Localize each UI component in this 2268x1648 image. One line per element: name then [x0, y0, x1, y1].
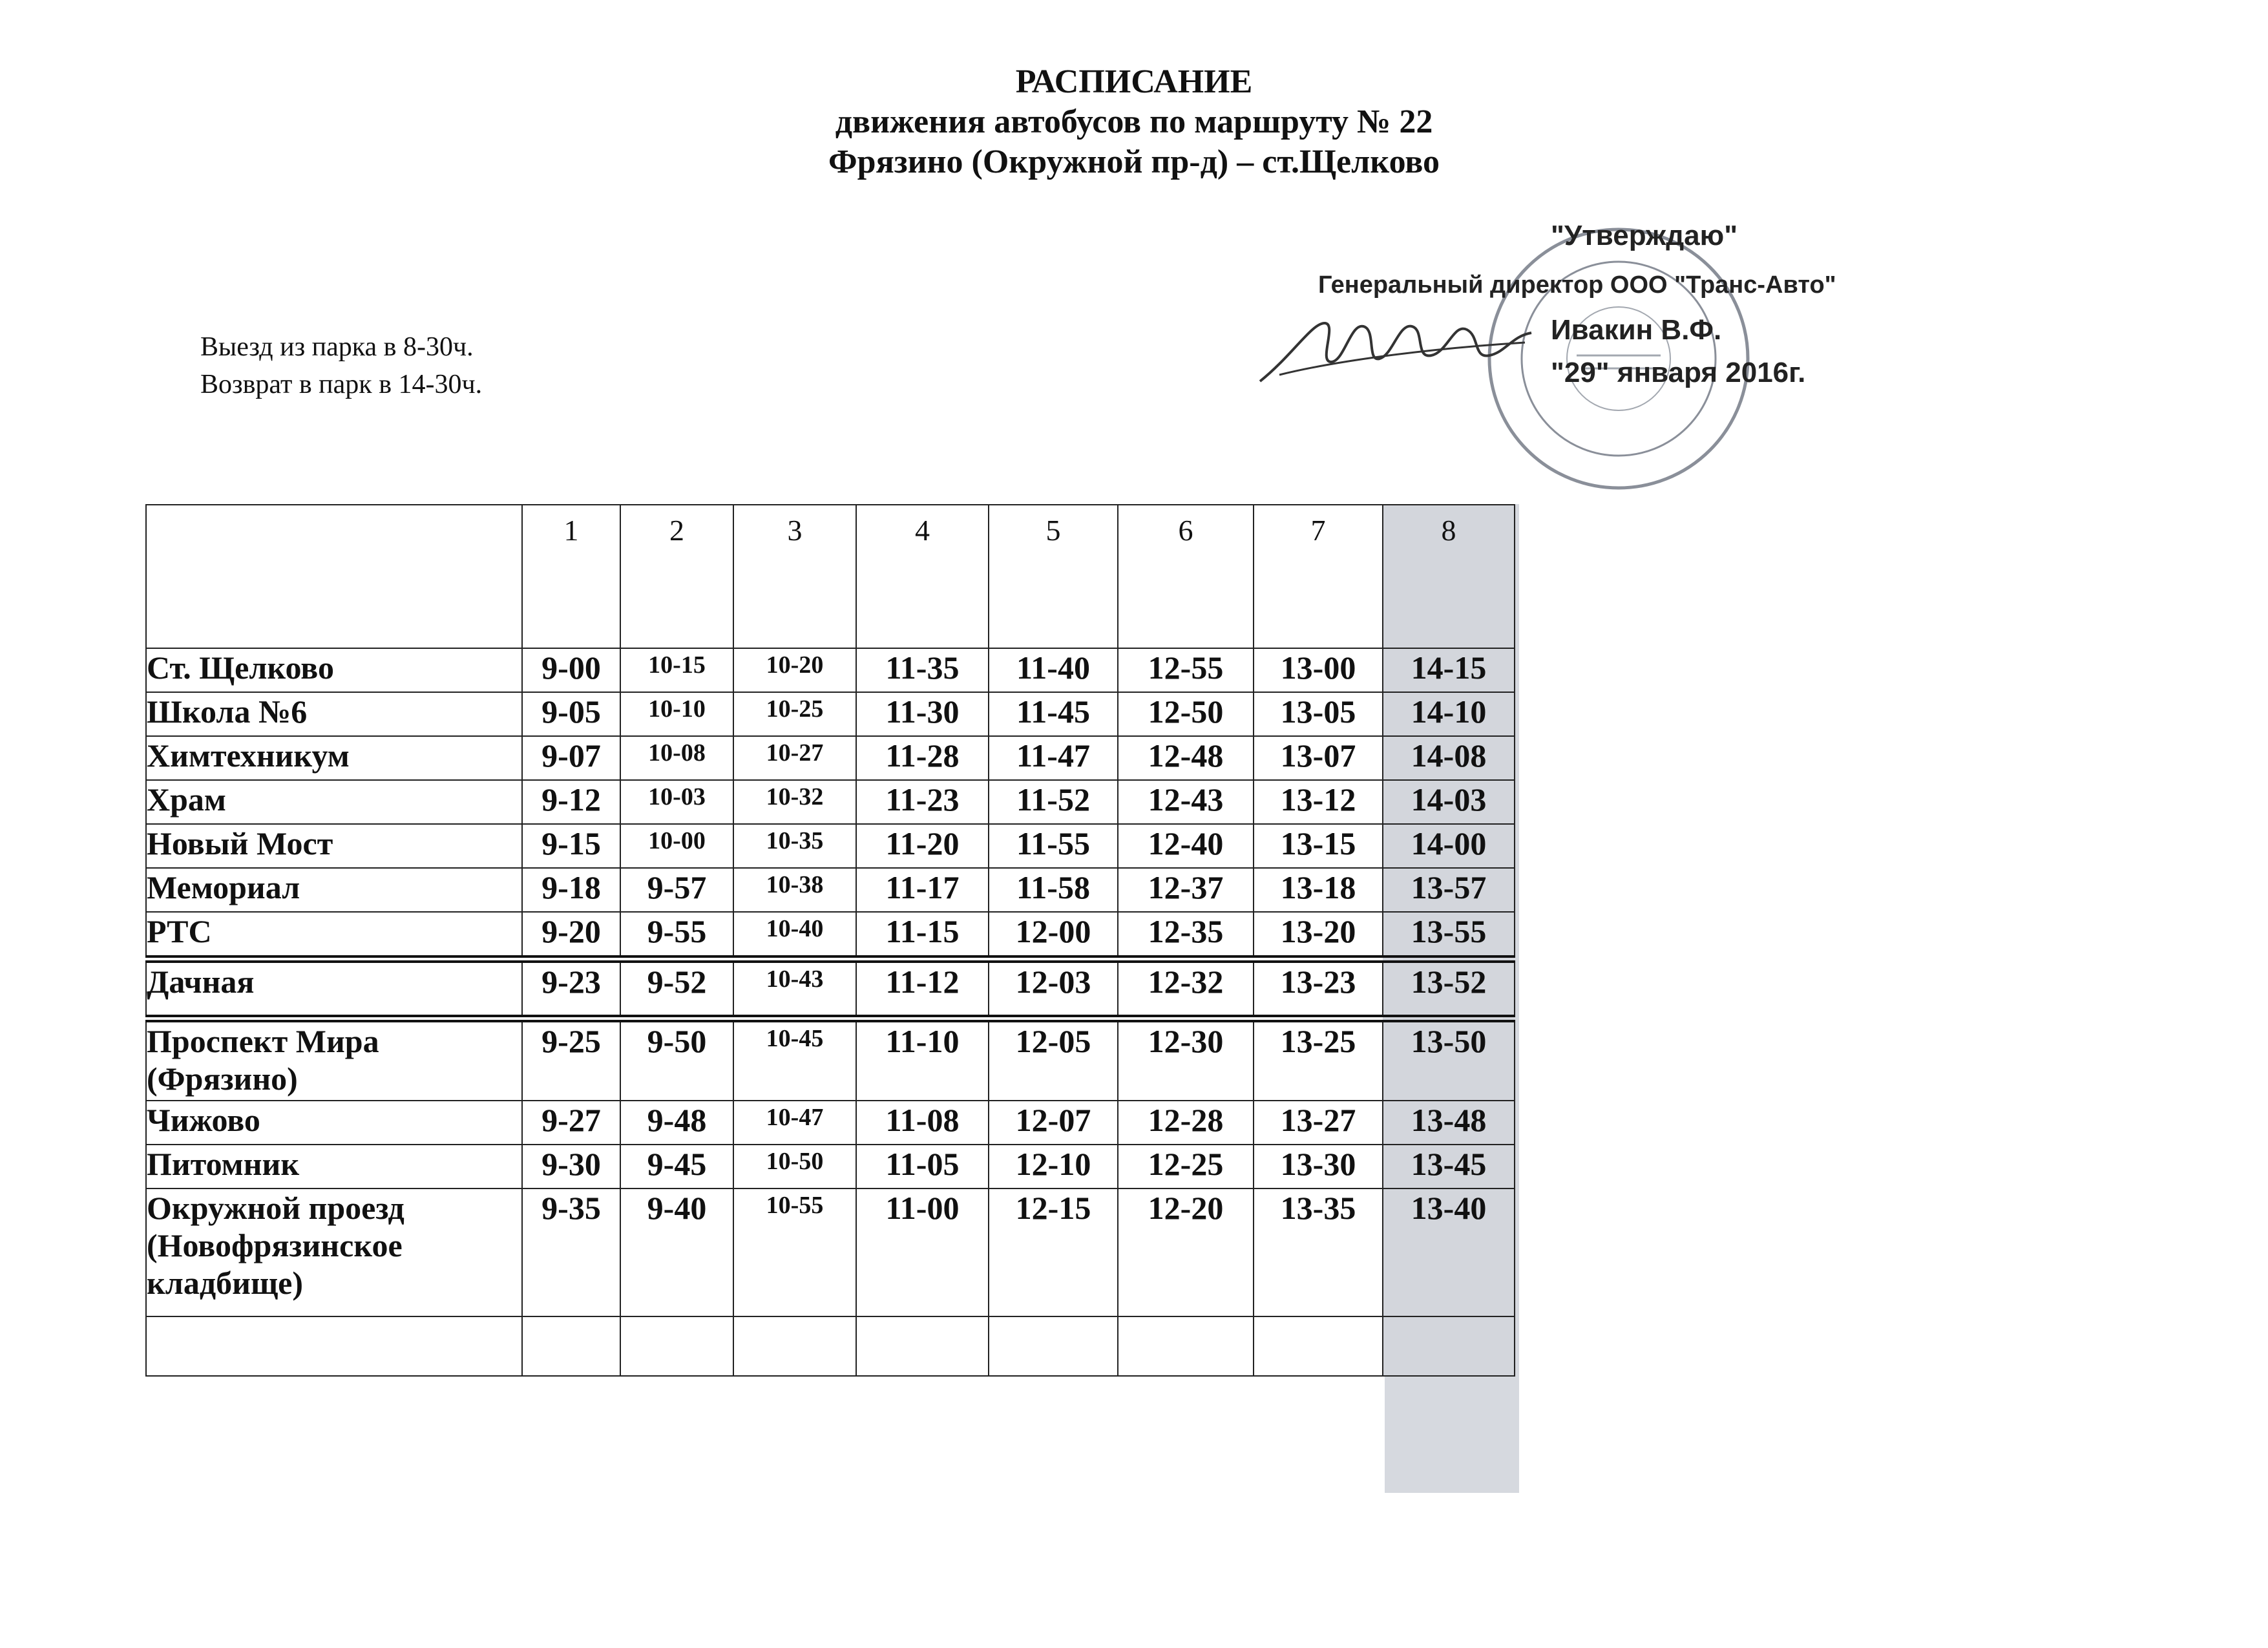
departure-time: 12-28: [1118, 1101, 1254, 1145]
departure-time: 9-07: [522, 736, 620, 780]
departure-time: 13-00: [1254, 648, 1383, 692]
departure-time: 13-18: [1254, 868, 1383, 912]
stop-name: Питомник: [146, 1145, 522, 1188]
table-row: [146, 780, 1515, 824]
departure-time: 13-23: [1254, 959, 1383, 1019]
table-row: [146, 1145, 1515, 1188]
departure-time: 11-10: [856, 1019, 989, 1101]
departure-time: 9-52: [620, 959, 733, 1019]
empty-cell: [733, 1316, 856, 1376]
document-title: РАСПИСАНИЕ: [1015, 63, 1253, 100]
table-row: [146, 1019, 1515, 1101]
departure-time: 12-37: [1118, 868, 1254, 912]
departure-time: 9-45: [620, 1145, 733, 1188]
stop-name: Химтехникум: [146, 736, 522, 780]
departure-time: 11-08: [856, 1101, 989, 1145]
departure-time: 9-50: [620, 1019, 733, 1101]
departure-time: 9-40: [620, 1188, 733, 1316]
table-row: [146, 868, 1515, 912]
departure-time: 13-35: [1254, 1188, 1383, 1316]
departure-time: 14-10: [1383, 692, 1515, 736]
table-row: [146, 692, 1515, 736]
trip-column-header: 1: [522, 505, 620, 648]
departure-time: 11-12: [856, 959, 989, 1019]
table-body: [146, 648, 1515, 1376]
empty-cell: [1118, 1316, 1254, 1376]
departure-time: 13-12: [1254, 780, 1383, 824]
return-note: Возврат в парк в 14-30ч.: [200, 370, 483, 399]
departure-time: 10-03: [620, 780, 733, 824]
departure-time: 13-50: [1383, 1019, 1515, 1101]
departure-time: 11-40: [989, 648, 1118, 692]
departure-time: 12-40: [1118, 824, 1254, 868]
departure-time: 11-15: [856, 912, 989, 959]
departure-time: 9-00: [522, 648, 620, 692]
departure-time: 11-23: [856, 780, 989, 824]
empty-cell: [522, 1316, 620, 1376]
departure-time: 12-25: [1118, 1145, 1254, 1188]
stop-name: Чижово: [146, 1101, 522, 1145]
departure-time: 12-43: [1118, 780, 1254, 824]
departure-time: 14-00: [1383, 824, 1515, 868]
director-name: Ивакин В.Ф.: [1551, 314, 1722, 346]
departure-time: 10-10: [620, 692, 733, 736]
departure-time: 10-00: [620, 824, 733, 868]
trip-column-header: 2: [620, 505, 733, 648]
table-row: [146, 1188, 1515, 1316]
trip-column-header: 4: [856, 505, 989, 648]
stop-name: Мемориал: [146, 868, 522, 912]
stop-column-header: [146, 505, 522, 648]
departure-time: 14-03: [1383, 780, 1515, 824]
departure-time: 10-25: [733, 692, 856, 736]
stop-name: Дачная: [146, 959, 522, 1019]
departure-time: 12-07: [989, 1101, 1118, 1145]
table-row: [146, 912, 1515, 959]
document-header: [0, 62, 2268, 182]
stop-name: Окружной проезд (Новофрязинское кладбище): [146, 1188, 522, 1316]
departure-time: 10-43: [733, 959, 856, 1019]
departure-time: 9-57: [620, 868, 733, 912]
departure-time: 13-48: [1383, 1101, 1515, 1145]
table-row: [146, 1101, 1515, 1145]
departure-time: 11-30: [856, 692, 989, 736]
departure-time: 11-05: [856, 1145, 989, 1188]
departure-time: 10-47: [733, 1101, 856, 1145]
empty-cell: [856, 1316, 989, 1376]
departure-time: 9-05: [522, 692, 620, 736]
departure-time: 9-18: [522, 868, 620, 912]
approval-date: "29" января 2016г.: [1551, 357, 1806, 388]
departure-time: 10-08: [620, 736, 733, 780]
departure-time: 9-55: [620, 912, 733, 959]
departure-time: 9-25: [522, 1019, 620, 1101]
departure-time: 12-00: [989, 912, 1118, 959]
departure-time: 13-20: [1254, 912, 1383, 959]
departure-time: 11-17: [856, 868, 989, 912]
departure-time: 12-05: [989, 1019, 1118, 1101]
departure-time: 12-32: [1118, 959, 1254, 1019]
departure-time: 12-50: [1118, 692, 1254, 736]
departure-time: 13-15: [1254, 824, 1383, 868]
empty-cell: [1254, 1316, 1383, 1376]
departure-time: 10-20: [733, 648, 856, 692]
table-row: [146, 648, 1515, 692]
departure-time: 13-40: [1383, 1188, 1515, 1316]
departure-time: 13-07: [1254, 736, 1383, 780]
departure-time: 13-25: [1254, 1019, 1383, 1101]
departure-time: 10-38: [733, 868, 856, 912]
departure-time: 10-45: [733, 1019, 856, 1101]
departure-time: 10-35: [733, 824, 856, 868]
stop-name: Школа №6: [146, 692, 522, 736]
departure-time: 9-30: [522, 1145, 620, 1188]
departure-time: 14-15: [1383, 648, 1515, 692]
table-row: [146, 959, 1515, 1019]
departure-time: 12-35: [1118, 912, 1254, 959]
departure-time: 11-47: [989, 736, 1118, 780]
empty-cell: [620, 1316, 733, 1376]
departure-time: 14-08: [1383, 736, 1515, 780]
director-position: Генеральный директор ООО "Транс-Авто": [1318, 271, 1836, 299]
trip-column-header: 8: [1383, 505, 1515, 648]
departure-time: 12-30: [1118, 1019, 1254, 1101]
departure-time: 9-15: [522, 824, 620, 868]
departure-time: 12-03: [989, 959, 1118, 1019]
signature-icon: [1254, 297, 1538, 388]
empty-row: [146, 1316, 1515, 1376]
park-notes: [200, 328, 482, 403]
departure-time: 11-00: [856, 1188, 989, 1316]
departure-time: 12-48: [1118, 736, 1254, 780]
departure-time: 13-05: [1254, 692, 1383, 736]
table-header-row: [146, 505, 1515, 648]
stop-name: РТС: [146, 912, 522, 959]
departure-time: 9-48: [620, 1101, 733, 1145]
trip-column-header: 5: [989, 505, 1118, 648]
approve-label: "Утверждаю": [1551, 220, 1738, 251]
departure-time: 13-27: [1254, 1101, 1383, 1145]
departure-time: 12-55: [1118, 648, 1254, 692]
departure-time: 11-52: [989, 780, 1118, 824]
departure-time: 13-52: [1383, 959, 1515, 1019]
stop-name: Новый Мост: [146, 824, 522, 868]
trip-column-header: 7: [1254, 505, 1383, 648]
departure-time: 10-15: [620, 648, 733, 692]
table-row: [146, 824, 1515, 868]
departure-time: 11-45: [989, 692, 1118, 736]
departure-time: 10-32: [733, 780, 856, 824]
departure-time: 9-23: [522, 959, 620, 1019]
departure-time: 11-20: [856, 824, 989, 868]
departure-time: 10-40: [733, 912, 856, 959]
stop-name: Проспект Мира (Фрязино): [146, 1019, 522, 1101]
departure-time: 11-35: [856, 648, 989, 692]
departure-time: 12-10: [989, 1145, 1118, 1188]
departure-time: 11-28: [856, 736, 989, 780]
depart-note: Выезд из парка в 8-30ч.: [200, 332, 474, 362]
departure-time: 13-45: [1383, 1145, 1515, 1188]
departure-time: 11-55: [989, 824, 1118, 868]
empty-cell: [146, 1316, 522, 1376]
departure-time: 13-57: [1383, 868, 1515, 912]
table-row: [146, 736, 1515, 780]
departure-time: 9-12: [522, 780, 620, 824]
departure-time: 9-20: [522, 912, 620, 959]
departure-time: 13-30: [1254, 1145, 1383, 1188]
document-subtitle: движения автобусов по маршруту № 22: [835, 103, 1433, 140]
empty-cell: [989, 1316, 1118, 1376]
stop-name: Храм: [146, 780, 522, 824]
route-name: Фрязино (Окружной пр-д) – ст.Щелково: [828, 143, 1440, 180]
departure-time: 12-15: [989, 1188, 1118, 1316]
departure-time: 13-55: [1383, 912, 1515, 959]
trip-column-header: 3: [733, 505, 856, 648]
trip-column-header: 6: [1118, 505, 1254, 648]
departure-time: 10-50: [733, 1145, 856, 1188]
empty-cell: [1383, 1316, 1515, 1376]
departure-time: 9-27: [522, 1101, 620, 1145]
departure-time: 10-27: [733, 736, 856, 780]
departure-time: 12-20: [1118, 1188, 1254, 1316]
departure-time: 10-55: [733, 1188, 856, 1316]
departure-time: 9-35: [522, 1188, 620, 1316]
schedule-table: [145, 504, 1515, 1377]
departure-time: 11-58: [989, 868, 1118, 912]
stop-name: Ст. Щелково: [146, 648, 522, 692]
